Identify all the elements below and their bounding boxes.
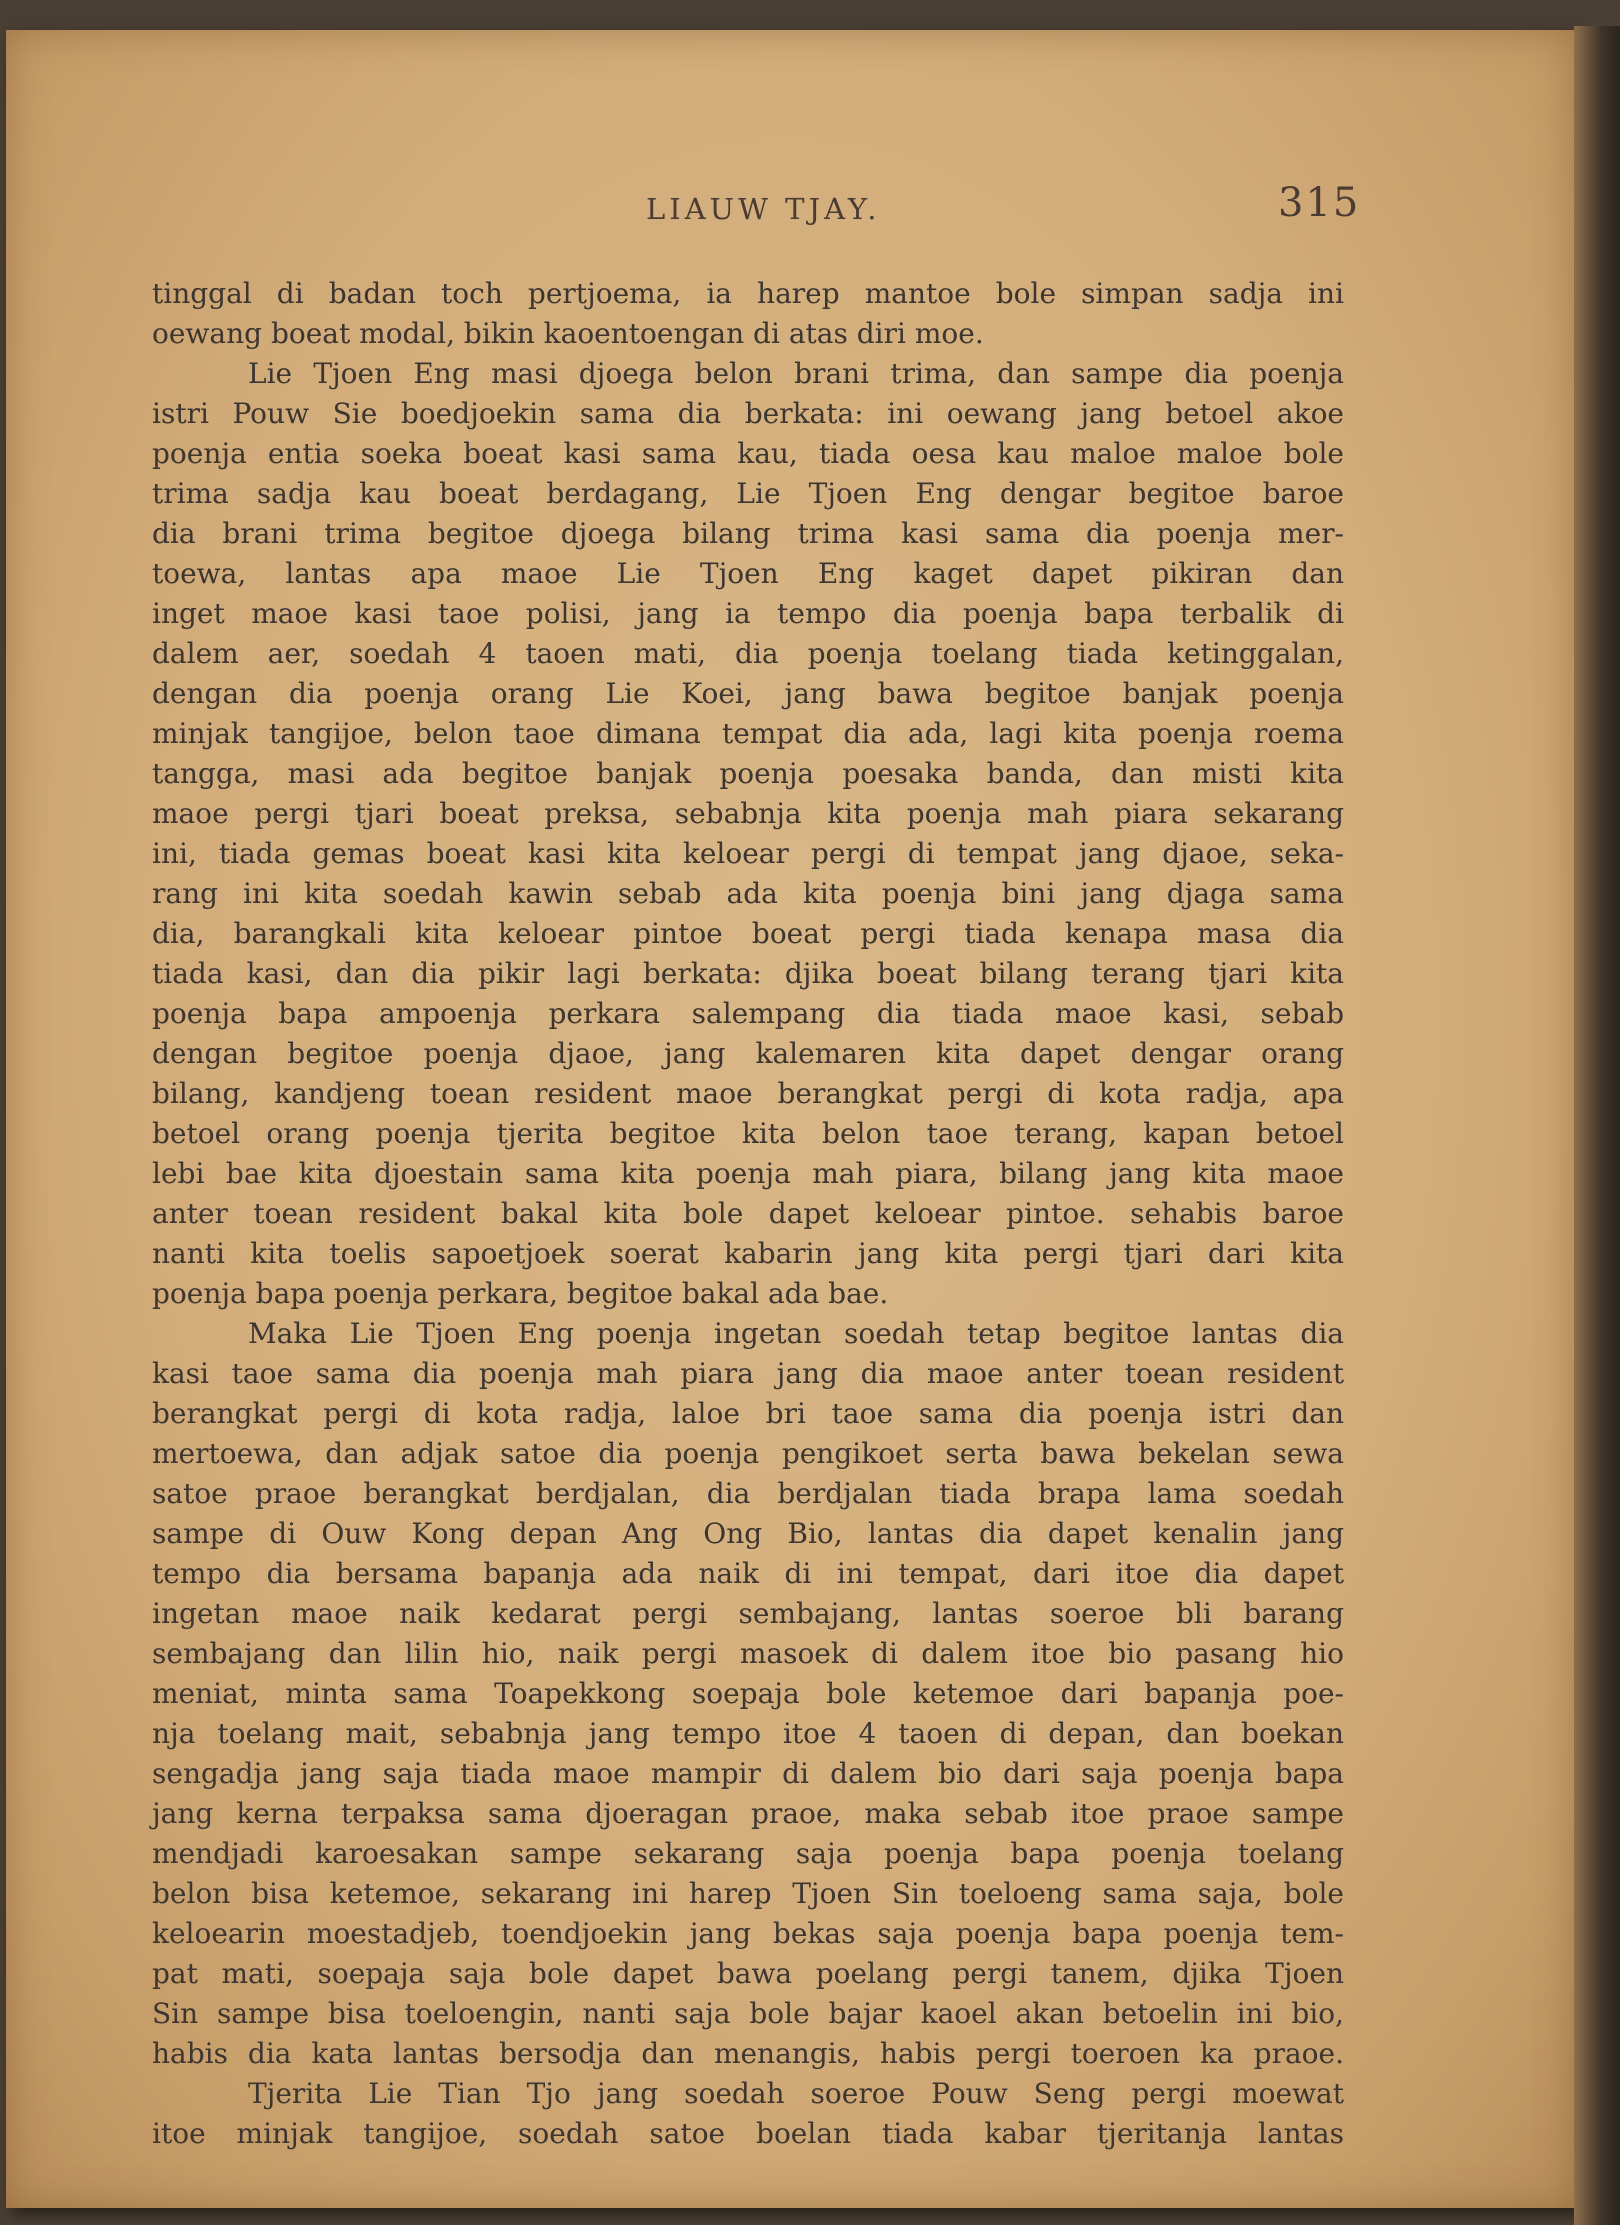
text-line: poenja bapa poenja perkara, begitoe bakal ada bae.	[152, 1277, 889, 1310]
text-line: mertoewa, dan adjak satoe dia poenja pengikoet serta bawa bekelan sewa	[152, 1437, 1344, 1470]
page-number: 315	[1278, 180, 1361, 226]
text-line: Sin sampe bisa toeloengin, nanti saja bole bajar kaoel akan betoelin ini bio,	[152, 1997, 1344, 2030]
text-line: satoe praoe berangkat berdjalan, dia berdjalan tiada brapa lama soedah	[152, 1477, 1344, 1510]
text-line: dengan dia poenja orang Lie Koei, jang bawa begitoe banjak poenja	[152, 677, 1344, 710]
text-line: tempo dia bersama bapanja ada naik di ini tempat, dari itoe dia dapet	[152, 1557, 1344, 1590]
text-line: mendjadi karoesakan sampe sekarang saja poenja bapa poenja toelang	[152, 1837, 1344, 1870]
text-line: minjak tangijoe, belon taoe dimana tempat dia ada, lagi kita poenja roema	[152, 717, 1344, 750]
text-line: habis dia kata lantas bersodja dan menangis, habis pergi toeroen ka praoe.	[152, 2037, 1344, 2070]
text-line: lebi bae kita djoestain sama kita poenja mah piara, bilang jang kita maoe	[152, 1157, 1344, 1190]
body-text	[152, 274, 1344, 2154]
text-line: dengan begitoe poenja djaoe, jang kalemaren kita dapet dengar orang	[152, 1037, 1344, 1070]
text-line: Lie Tjoen Eng masi djoega belon brani trima, dan sampe dia poenja	[248, 357, 1344, 390]
text-line: tiada kasi, dan dia pikir lagi berkata: djika boeat bilang terang tjari kita	[152, 957, 1344, 990]
text-line: inget maoe kasi taoe polisi, jang ia tempo dia poenja bapa terbalik di	[152, 597, 1344, 630]
text-line: ini, tiada gemas boeat kasi kita keloear pergi di tempat jang djaoe, seka-	[152, 837, 1344, 870]
text-line: poenja bapa ampoenja perkara salempang dia tiada maoe kasi, sebab	[152, 997, 1344, 1030]
text-line: tangga, masi ada begitoe banjak poenja poesaka banda, dan misti kita	[152, 757, 1344, 790]
book-page	[6, 30, 1577, 2208]
text-line: betoel orang poenja tjerita begitoe kita belon taoe terang, kapan betoel	[152, 1117, 1344, 1150]
text-line: ingetan maoe naik kedarat pergi sembajang, lantas soeroe bli barang	[152, 1597, 1344, 1630]
text-line: Maka Lie Tjoen Eng poenja ingetan soedah tetap begitoe lantas dia	[248, 1317, 1344, 1350]
text-line: maoe pergi tjari boeat preksa, sebabnja kita poenja mah piara sekarang	[152, 797, 1344, 830]
text-line: belon bisa ketemoe, sekarang ini harep Tjoen Sin toeloeng sama saja, bole	[152, 1877, 1344, 1910]
page-edge-shadow	[1574, 26, 1620, 2225]
text-line: rang ini kita soedah kawin sebab ada kita poenja bini jang djaga sama	[152, 877, 1344, 910]
text-line: dalem aer, soedah 4 taoen mati, dia poenja toelang tiada ketinggalan,	[152, 637, 1344, 670]
text-line: nja toelang mait, sebabnja jang tempo itoe 4 taoen di depan, dan boekan	[152, 1717, 1344, 1750]
text-line: kasi taoe sama dia poenja mah piara jang dia maoe anter toean resident	[152, 1357, 1344, 1390]
text-line: meniat, minta sama Toapekkong soepaja bole ketemoe dari bapanja poe-	[152, 1677, 1344, 1710]
text-line: sampe di Ouw Kong depan Ang Ong Bio, lantas dia dapet kenalin jang	[152, 1517, 1344, 1550]
text-line: oewang boeat modal, bikin kaoentoengan di atas diri moe.	[152, 317, 984, 350]
text-line: sengadja jang saja tiada maoe mampir di dalem bio dari saja poenja bapa	[152, 1757, 1344, 1790]
text-line: jang kerna terpaksa sama djoeragan praoe, maka sebab itoe praoe sampe	[152, 1797, 1344, 1830]
page-header	[6, 180, 1574, 230]
text-line: istri Pouw Sie boedjoekin sama dia berkata: ini oewang jang betoel akoe	[152, 397, 1344, 430]
text-line: toewa, lantas apa maoe Lie Tjoen Eng kaget dapet pikiran dan	[152, 557, 1344, 590]
text-line: dia brani trima begitoe djoega bilang trima kasi sama dia poenja mer-	[152, 517, 1344, 550]
text-line: poenja entia soeka boeat kasi sama kau, tiada oesa kau maloe maloe bole	[152, 437, 1344, 470]
text-line: nanti kita toelis sapoetjoek soerat kabarin jang kita pergi tjari dari kita	[152, 1237, 1344, 1270]
running-title: LIAUW TJAY.	[646, 192, 881, 226]
text-line: bilang, kandjeng toean resident maoe berangkat pergi di kota radja, apa	[152, 1077, 1344, 1110]
text-line: keloearin moestadjeb, toendjoekin jang bekas saja poenja bapa poenja tem-	[152, 1917, 1344, 1950]
text-line: trima sadja kau boeat berdagang, Lie Tjoen Eng dengar begitoe baroe	[152, 477, 1344, 510]
text-line: pat mati, soepaja saja bole dapet bawa poelang pergi tanem, djika Tjoen	[152, 1957, 1344, 1990]
text-line: Tjerita Lie Tian Tjo jang soedah soeroe Pouw Seng pergi moewat	[248, 2077, 1344, 2110]
text-line: anter toean resident bakal kita bole dapet keloear pintoe. sehabis baroe	[152, 1197, 1344, 1230]
text-line: berangkat pergi di kota radja, laloe bri taoe sama dia poenja istri dan	[152, 1397, 1344, 1430]
text-line: itoe minjak tangijoe, soedah satoe boelan tiada kabar tjeritanja lantas	[152, 2117, 1344, 2150]
text-line: tinggal di badan toch pertjoema, ia harep mantoe bole simpan sadja ini	[152, 277, 1344, 310]
text-line: sembajang dan lilin hio, naik pergi masoek di dalem itoe bio pasang hio	[152, 1637, 1344, 1670]
text-line: dia, barangkali kita keloear pintoe boeat pergi tiada kenapa masa dia	[152, 917, 1344, 950]
